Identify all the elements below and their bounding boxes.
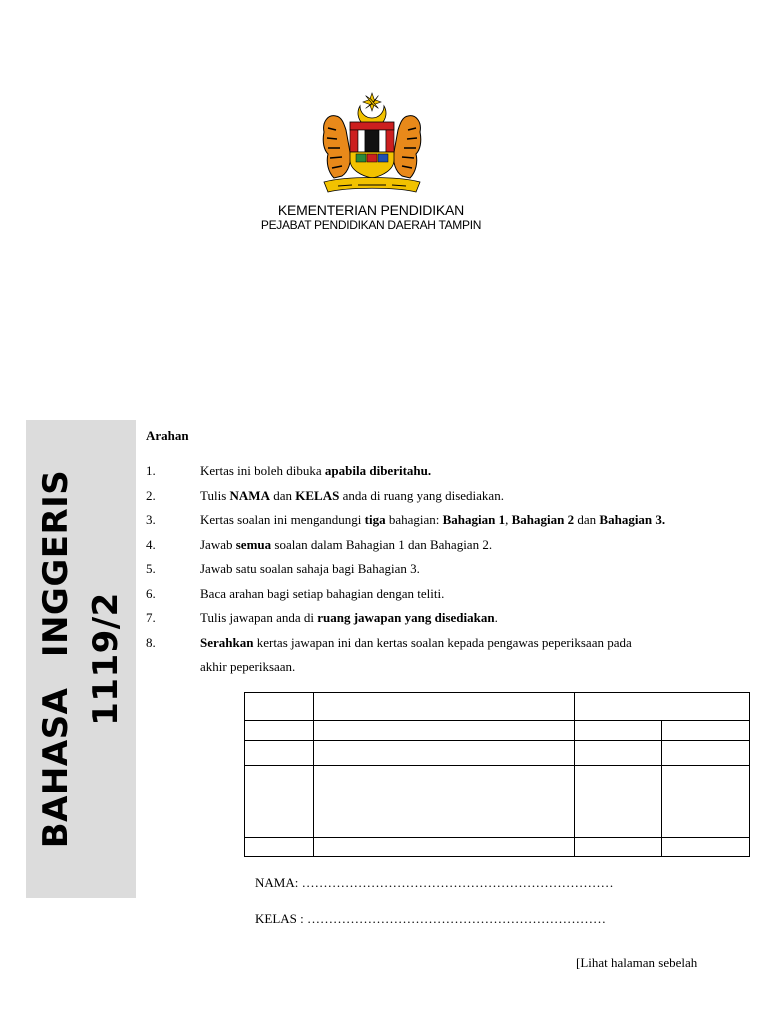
class-field[interactable]: KELAS : …………………………………………………………… [255, 911, 606, 926]
paper-code: 1119/2 [86, 592, 126, 726]
instruction-item: 7. Tulis jawapan anda di ruang jawapan yang disediakan. [146, 610, 498, 625]
ministry-name: KEMENTERIAN PENDIDIKAN [277, 202, 465, 218]
table-row [245, 741, 750, 766]
next-page-note: [Lihat halaman sebelah [576, 955, 698, 970]
instruction-item: 1. Kertas ini boleh dibuka apabila diberitahu. [146, 463, 432, 478]
instructions-list [146, 462, 736, 658]
table-row [245, 721, 750, 741]
subject-title [31, 470, 131, 849]
marks-table [244, 692, 750, 857]
instruction-item: 2. Tulis NAMA dan KELAS anda di ruang yang disediakan. [146, 487, 504, 503]
instruction-item: 6. Baca arahan bagi setiap bahagian dengan teliti. [146, 585, 445, 601]
instruction-item: 4. Jawab semua soalan dalam Bahagian 1 dan Bahagian 2. [146, 536, 493, 552]
instruction-item: 8. Serahkan kertas jawapan ini dan kertas soalan kepada pengawas peperiksaan pada [146, 634, 632, 650]
district-office-name: PEJABAT PENDIDIKAN DAERAH TAMPIN [260, 218, 482, 232]
subject-sidebar [26, 420, 136, 898]
instruction-item: 3. Kertas soalan ini mengandungi tiga bahagian: Bahagian 1, Bahagian 2 dan Bahagian 3. [146, 512, 666, 527]
instructions-title: Arahan [146, 428, 189, 443]
table-row [245, 838, 750, 857]
coat-of-arms-logo [316, 92, 428, 200]
instruction-item: 5. Jawab satu soalan sahaja bagi Bahagian 3. [146, 561, 420, 576]
instruction-continuation: akhir peperiksaan. [200, 659, 296, 674]
table-row [245, 766, 750, 838]
name-field[interactable]: NAMA: ……………………………………………………………… [255, 875, 614, 890]
table-row [245, 693, 750, 721]
subject-name: BAHASA INGGERIS [36, 469, 76, 849]
